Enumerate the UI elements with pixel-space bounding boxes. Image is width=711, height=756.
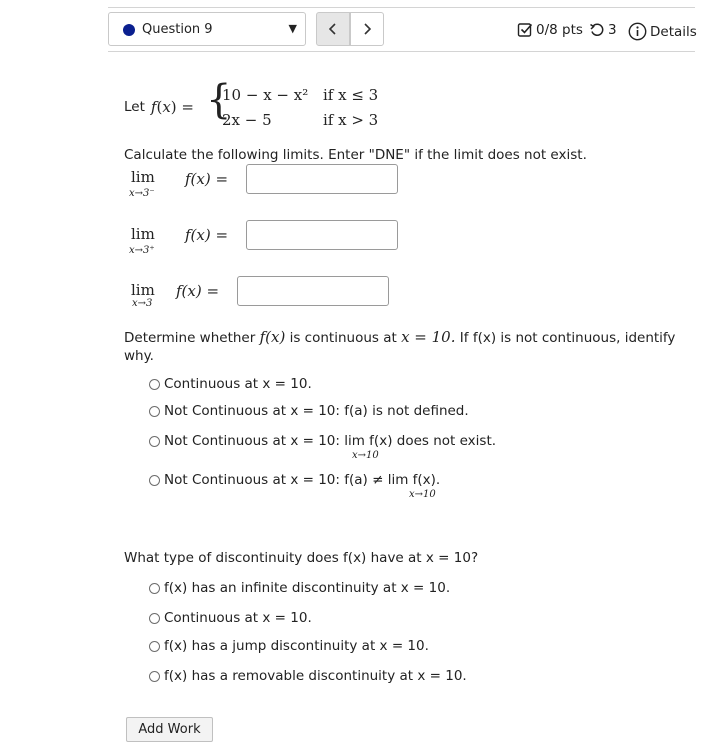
radio-button[interactable]: [149, 583, 160, 594]
function-definition: [124, 84, 194, 130]
piece-2-condition: if x > 3: [323, 111, 379, 129]
discontinuity-option-3[interactable]: f(x) has a jump discontinuity at x = 10.: [149, 638, 429, 654]
points-indicator: [517, 22, 583, 38]
lim-fx-3: f(x) =: [176, 282, 220, 300]
lim-subscript-1: x→3⁻: [129, 188, 155, 199]
question-select-label: Question 9: [142, 22, 213, 37]
radio-button[interactable]: [149, 436, 160, 447]
lim-fx-2: f(x) =: [185, 226, 229, 244]
continuity-option-3[interactable]: Not Continuous at x = 10: lim f(x) does not exist.: [149, 433, 496, 449]
continuity-option-2[interactable]: Not Continuous at x = 10: f(a) is not defined.: [149, 403, 469, 419]
piece-row-1: [222, 86, 379, 104]
top-divider: [108, 7, 695, 8]
lim-subscript-2: x→3⁺: [129, 245, 155, 256]
points-text: 0/8 pts: [536, 22, 583, 38]
details-button[interactable]: [628, 22, 697, 41]
piece-2-expression: 2x − 5: [222, 111, 272, 129]
radio-button[interactable]: [149, 671, 160, 682]
question-select[interactable]: [108, 12, 306, 46]
radio-button[interactable]: [149, 475, 160, 486]
attempts-indicator: [589, 22, 617, 38]
radio-button[interactable]: [149, 406, 160, 417]
limit-right-input[interactable]: [246, 220, 398, 250]
header-divider: [108, 51, 695, 52]
lim-operator-1: lim: [131, 168, 155, 186]
add-work-button[interactable]: Add Work: [126, 717, 213, 742]
lim-subscript-3: x→3: [132, 298, 153, 309]
radio-button[interactable]: [149, 379, 160, 390]
discontinuity-option-4[interactable]: f(x) has a removable discontinuity at x = 10.: [149, 668, 467, 684]
attempts-text: 3: [608, 22, 617, 38]
piece-1-condition: if x ≤ 3: [323, 86, 379, 104]
discontinuity-prompt: What type of discontinuity does f(x) have at x = 10?: [124, 550, 479, 566]
continuity-option-4[interactable]: Not Continuous at x = 10: f(a) ≠ lim f(x).: [149, 472, 440, 488]
discontinuity-option-2[interactable]: Continuous at x = 10.: [149, 610, 312, 626]
chevron-right-icon: [363, 23, 371, 35]
lim-fx-1: f(x) =: [185, 170, 229, 188]
checkbox-check-icon: [517, 22, 533, 38]
continuity-option-1[interactable]: Continuous at x = 10.: [149, 376, 312, 392]
retry-icon: [589, 22, 605, 38]
brace-symbol: {: [206, 77, 232, 123]
limits-instructions: Calculate the following limits. Enter "DNE" if the limit does not exist.: [124, 147, 587, 163]
radio-button[interactable]: [149, 613, 160, 624]
radio-button[interactable]: [149, 641, 160, 652]
continuity-prompt-why: why.: [124, 348, 154, 364]
continuity-prompt: Determine whether f(x) is continuous at x = 10. If f(x) is not continuous, identify: [124, 328, 676, 346]
limit-left-input[interactable]: [246, 164, 398, 194]
piece-1-expression: 10 − x − x²: [222, 86, 309, 104]
option4-lim-subscript: x→10: [409, 489, 436, 500]
details-label: Details: [650, 23, 697, 40]
lim-operator-3: lim: [131, 281, 155, 299]
piece-row-2: [222, 111, 379, 129]
discontinuity-option-1[interactable]: f(x) has an infinite discontinuity at x = 10.: [149, 580, 450, 596]
chevron-left-icon: [329, 23, 337, 35]
info-icon: [628, 22, 647, 41]
limit-two-sided-input[interactable]: [237, 276, 389, 306]
option3-lim-subscript: x→10: [352, 450, 379, 461]
let-text: Let: [124, 99, 145, 115]
next-question-button[interactable]: [350, 12, 384, 46]
question-status-dot: [123, 24, 135, 36]
fx-symbol: f(x) =: [150, 98, 194, 116]
lim-operator-2: lim: [131, 225, 155, 243]
caret-down-icon: ▼: [288, 22, 297, 35]
previous-question-button[interactable]: [316, 12, 350, 46]
